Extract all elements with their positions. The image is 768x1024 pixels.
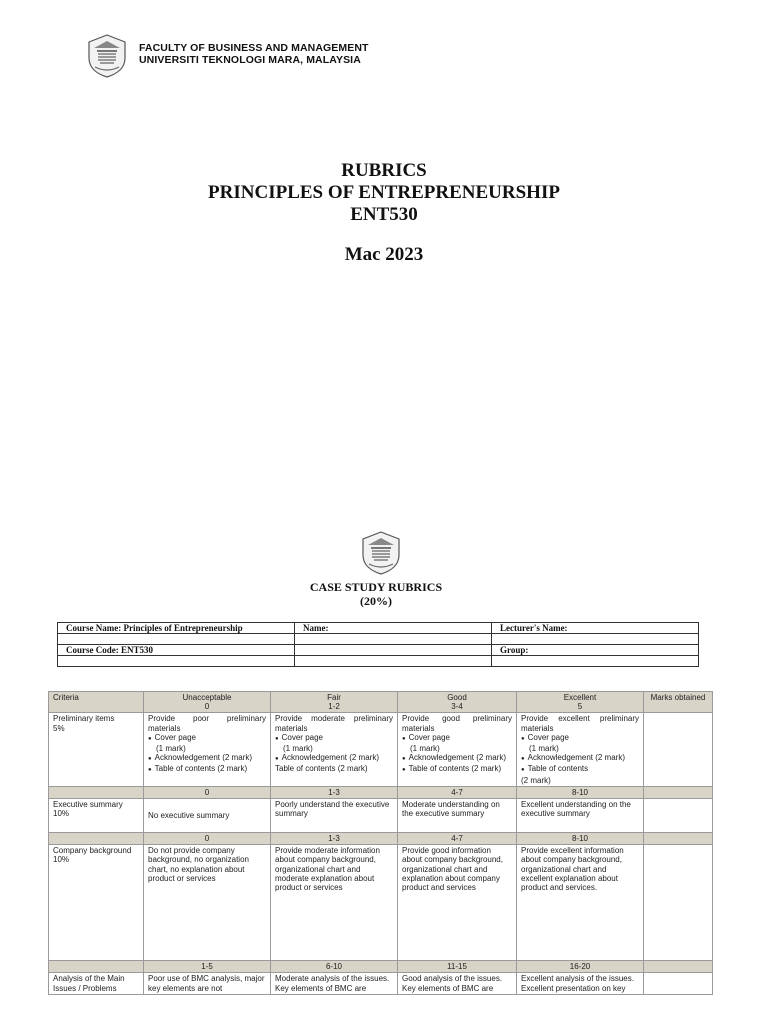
fair-cell: Moderate analysis of the issues. Key elements of BMC are: [271, 973, 398, 994]
group-label: Group:: [492, 645, 699, 656]
score-row: [49, 786, 713, 798]
score-row: [49, 961, 713, 973]
good-cell: Moderate understanding on the executive summary: [398, 799, 517, 833]
info-blank-cell: [492, 634, 699, 645]
marks-cell[interactable]: [644, 845, 713, 961]
unacceptable-label: Unacceptable: [182, 693, 232, 702]
rubric-row-executive: [49, 799, 713, 833]
good-score: 3-4: [451, 702, 463, 712]
lecturer-name-label: Lecturer's Name:: [492, 623, 699, 634]
bullet-item: ● Cover page: [275, 733, 393, 744]
bullet-item: ● Acknowledgement (2 mark): [275, 753, 393, 764]
good-label: Good: [447, 693, 467, 702]
score-cell: 11-15: [398, 961, 517, 973]
fair-header: [271, 692, 398, 713]
fair-cell: Poorly understand the executive summary: [271, 799, 398, 833]
bullet-item: ● Table of contents (2 mark): [402, 764, 512, 775]
bullet-continuation: (1 mark): [283, 744, 313, 754]
rubric-row-analysis: [49, 973, 713, 994]
marks-header: Marks obtained: [644, 692, 713, 713]
bullet-item: ● Table of contents: [521, 764, 639, 775]
score-cell: 0: [144, 786, 271, 798]
cover-title: [0, 160, 768, 266]
info-blank-cell: [295, 656, 492, 667]
marks-cell[interactable]: [644, 713, 713, 786]
cell-text: Provide moderate preliminary materials: [275, 714, 393, 733]
section-title-text: CASE STUDY RUBRICS: [309, 580, 443, 594]
good-cell: Provide good information about company background, organizational chart and explanation about company product and services: [398, 845, 517, 961]
cell-text: Table of contents (2 mark): [275, 764, 368, 774]
unacceptable-cell: No executive summary: [144, 799, 271, 833]
excellent-header: [517, 692, 644, 713]
cover-line1: RUBRICS: [341, 160, 427, 181]
info-blank-cell: [492, 656, 699, 667]
score-cell: 4-7: [398, 833, 517, 845]
marks-cell[interactable]: [644, 799, 713, 833]
score-blank: [49, 833, 144, 845]
cover-line2: PRINCIPLES OF ENTREPRENEURSHIP: [208, 182, 560, 203]
cell-text: Provide poor preliminary materials: [148, 714, 266, 733]
university-crest-icon: [361, 531, 401, 575]
criteria-weight: 5%: [53, 723, 65, 733]
bullet-item: ● Cover page: [521, 733, 639, 744]
score-row: [49, 833, 713, 845]
info-blank-cell: [58, 634, 295, 645]
info-blank-cell: [295, 634, 492, 645]
student-info-table: [57, 622, 699, 667]
good-cell: [398, 713, 517, 786]
excellent-cell: Excellent understanding on the executive summary: [517, 799, 644, 833]
score-cell: 8-10: [517, 786, 644, 798]
fair-cell: [271, 713, 398, 786]
bullet-continuation: (1 mark): [156, 744, 186, 754]
bullet-item: ● Table of contents (2 mark): [148, 764, 266, 775]
criteria-weight: 10%: [53, 855, 70, 865]
bullet-item: ● Acknowledgement (2 mark): [402, 753, 512, 764]
good-header: [398, 692, 517, 713]
bullet-continuation: (1 mark): [529, 744, 559, 754]
fair-cell: Provide moderate information about company background, organizational chart and moderate explanation about product or services: [271, 845, 398, 961]
criteria-weight: 10%: [53, 809, 70, 819]
rubric-table: [48, 691, 713, 995]
criteria-cell: [49, 845, 144, 961]
excellent-cell: [517, 713, 644, 786]
score-cell: 1-5: [144, 961, 271, 973]
criteria-name: Executive summary: [53, 800, 123, 810]
rubric-row-company: [49, 845, 713, 961]
bullet-item: ● Acknowledgement (2 mark): [148, 753, 266, 764]
score-cell: 1-3: [271, 833, 398, 845]
score-cell: 4-7: [398, 786, 517, 798]
score-blank: [644, 833, 713, 845]
score-blank: [49, 786, 144, 798]
criteria-header: Criteria: [49, 692, 144, 713]
bullet-continuation: (2 mark): [521, 775, 551, 785]
excellent-cell: Provide excellent information about company background, organizational chart and excellent explanation about product and services.: [517, 845, 644, 961]
bullet-item: ● Cover page: [402, 733, 512, 744]
info-blank-cell: [295, 645, 492, 656]
faculty-name: FACULTY OF BUSINESS AND MANAGEMENT: [139, 42, 369, 54]
bullet-continuation: (1 mark): [410, 744, 440, 754]
rubric-row-preliminary: [49, 713, 713, 786]
course-code-label: Course Code: ENT530: [58, 645, 295, 656]
score-cell: 16-20: [517, 961, 644, 973]
student-name-label: Name:: [295, 623, 492, 634]
criteria-name: Preliminary items: [53, 714, 115, 724]
score-cell: 8-10: [517, 833, 644, 845]
course-name-label: Course Name: Principles of Entrepreneurship: [58, 623, 295, 634]
score-cell: 6-10: [271, 961, 398, 973]
criteria-cell: [49, 713, 144, 786]
university-crest-icon: [87, 34, 127, 78]
section-weight: (20%): [360, 594, 392, 608]
score-blank: [49, 961, 144, 973]
cell-text: Provide excellent preliminary materials: [521, 714, 639, 733]
score-cell: 1-3: [271, 786, 398, 798]
section-title: [0, 580, 752, 608]
unacceptable-cell: Poor use of BMC analysis, major key elements are not: [144, 973, 271, 994]
criteria-cell: Analysis of the Main Issues / Problems: [49, 973, 144, 994]
excellent-label: Excellent: [563, 693, 597, 702]
score-blank: [644, 961, 713, 973]
unacceptable-score: 0: [204, 702, 210, 712]
excellent-cell: Excellent analysis of the issues. Excellent presentation on key: [517, 973, 644, 994]
cell-text: Provide good preliminary materials: [402, 714, 512, 733]
cover-date: Mac 2023: [344, 244, 424, 265]
criteria-cell: [49, 799, 144, 833]
criteria-name: Company background: [53, 846, 132, 856]
score-blank: [644, 786, 713, 798]
unacceptable-cell: Do not provide company background, no organization chart, no explanation about product or services: [144, 845, 271, 961]
rubric-header-row: [49, 692, 713, 713]
faculty-header: [139, 42, 369, 66]
fair-score: 1-2: [328, 702, 340, 712]
marks-cell[interactable]: [644, 973, 713, 994]
cover-line3: ENT530: [350, 204, 418, 225]
good-cell: Good analysis of the issues. Key elements of BMC are: [398, 973, 517, 994]
unacceptable-header: [144, 692, 271, 713]
score-cell: 0: [144, 833, 271, 845]
excellent-score: 5: [577, 702, 583, 712]
bullet-item: ● Acknowledgement (2 mark): [521, 753, 639, 764]
unacceptable-cell: [144, 713, 271, 786]
bullet-item: ● Cover page: [148, 733, 266, 744]
university-name: UNIVERSITI TEKNOLOGI MARA, MALAYSIA: [139, 54, 361, 66]
info-blank-cell: [58, 656, 295, 667]
fair-label: Fair: [327, 693, 341, 702]
